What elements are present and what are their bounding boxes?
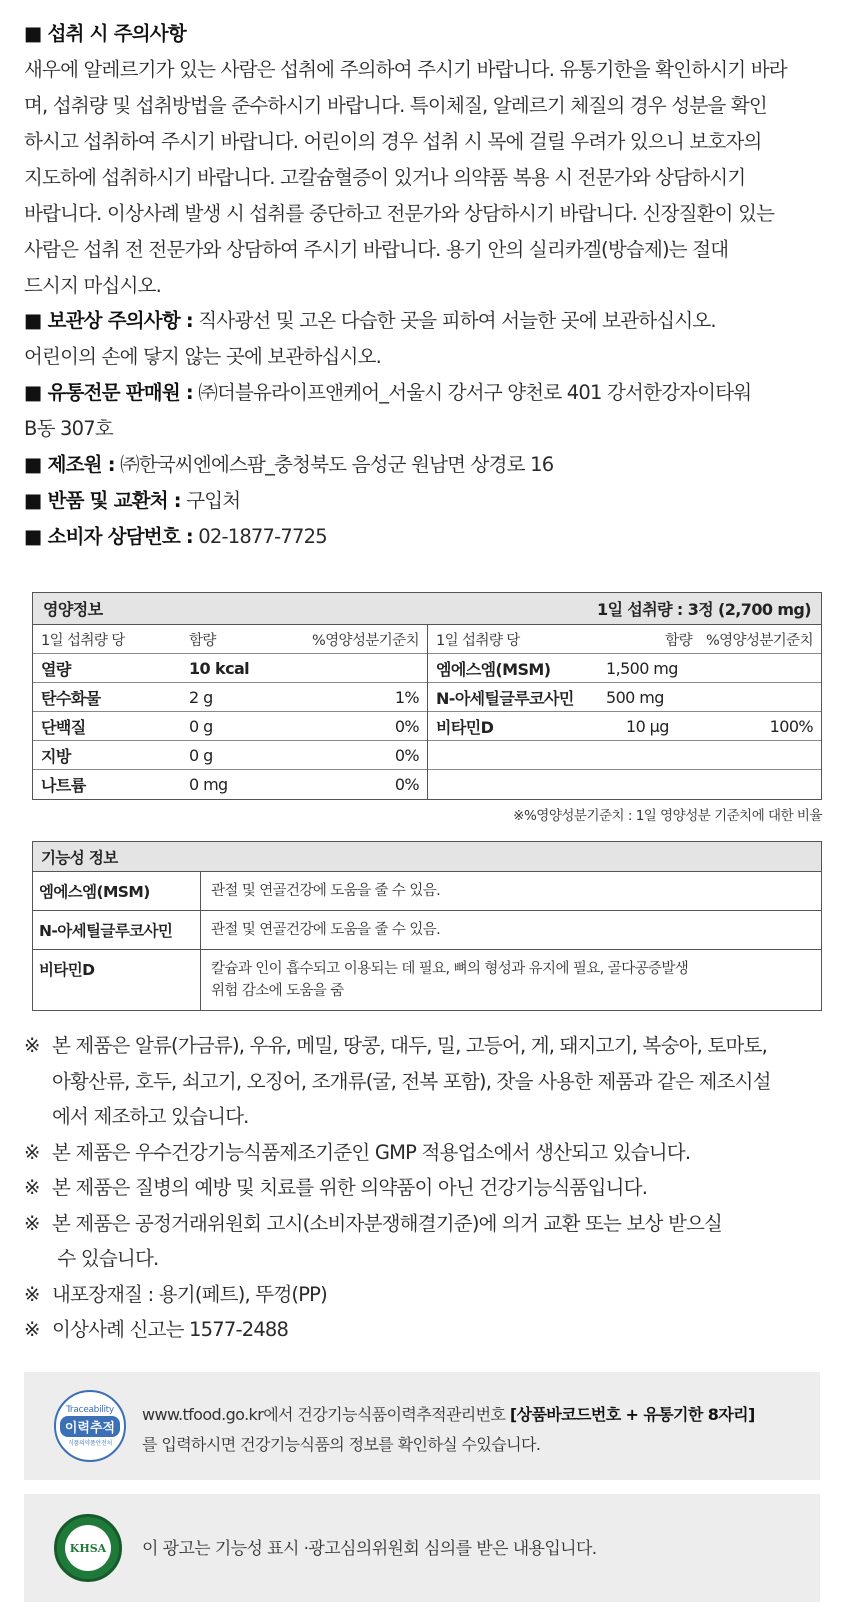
manufacturer-text: ㈜한국씨엔에스팜_충청북도 음성군 원남면 상경로 16 (114, 453, 554, 476)
khsa-seal-text: KHSA (65, 1525, 111, 1571)
function-description: 칼슘과 인이 흡수되고 이용되는 데 필요, 뼈의 형성과 유지에 필요, 골다공증발생 위험 감소에 도움을 줌 (211, 961, 689, 999)
nutrient-amount: 0 mg (189, 775, 228, 794)
nutrition-title: 영양정보 (43, 600, 103, 619)
traceability-line-1 (142, 1400, 755, 1430)
note-line: 이상사례 신고는 1577-2488 (52, 1318, 289, 1341)
seller-line-2: B동 307호 (24, 417, 113, 440)
intake-caution-line: 드시지 마십시오. (24, 274, 162, 297)
reference-mark-icon: ※ (24, 1034, 40, 1057)
function-ingredient: 엠에스엠(MSM) (33, 872, 201, 910)
nutrition-footnote: ※%영양성분기준치 : 1일 영양성분 기준치에 대한 비율 (513, 808, 822, 824)
nutrient-name: 지방 (41, 746, 71, 766)
seller-label: ■ 유통전문 판매원 : (24, 381, 193, 404)
returns-label: ■ 반품 및 교환처 : (24, 489, 181, 512)
col-header-dv: %영양성분기준치 (311, 632, 419, 649)
intake-caution-line: 사람은 섭취 전 전문가와 상담하여 주시기 바랍니다. 용기 안의 실리카겔(방습제)는 절대 (24, 238, 729, 261)
nutrient-dv: 0% (394, 775, 419, 794)
traceability-text (142, 1400, 755, 1460)
nutrition-row (428, 654, 821, 683)
function-description: 관절 및 연골건강에 도움을 줄 수 있음. (211, 883, 441, 899)
nutrition-row (428, 712, 821, 741)
note-line: 본 제품은 질병의 예방 및 치료를 위한 의약품이 아닌 건강기능식품입니다. (52, 1176, 648, 1199)
nutrient-amount: 10 μg (626, 716, 669, 736)
nutrient-name: N-아세틸글루코사민 (436, 688, 574, 708)
nutrition-row (33, 683, 427, 712)
intake-caution-line: 새우에 알레르기가 있는 사람은 섭취에 주의하여 주시기 바랍니다. 유통기한을 확인하시기 바라 (24, 58, 787, 81)
returns-line (24, 483, 840, 519)
nutrition-col-headers (33, 625, 427, 654)
note-line: 아황산류, 호두, 쇠고기, 오징어, 조개류(굴, 전복 포함), 잣을 사용한 제품과 같은 제조시설 (52, 1069, 771, 1093)
product-notes (24, 1028, 844, 1348)
col-header-per-day: 1일 섭취량 당 (436, 632, 520, 649)
col-header-amount: 함량 (189, 632, 216, 649)
traceability-url-text: www.tfood.go.kr에서 건강기능식품이력추적관리번호 (142, 1405, 510, 1424)
nutrition-row-empty (428, 770, 821, 799)
nutrient-amount: 10 kcal (189, 658, 250, 678)
nutrition-col-headers (428, 625, 821, 654)
ad-review-text: 이 광고는 기능성 표시 ·광고심의위원회 심의를 받은 내용입니다. (142, 1539, 597, 1559)
nutrient-name: 탄수화물 (41, 688, 101, 708)
serving-size: 1일 섭취량 : 3정 (2,700 mg) (597, 600, 811, 619)
reference-mark-icon: ※ (24, 1211, 40, 1235)
nutrient-name: 엠에스엠(MSM) (436, 659, 551, 679)
note-item (24, 1312, 844, 1348)
intake-caution-line: 며, 섭취량 및 섭취방법을 준수하시기 바랍니다. 특이체질, 알레르기 체질의 경우 성분을 확인 (24, 94, 767, 117)
nutrient-amount: 500 mg (606, 687, 664, 707)
returns-text: 구입처 (180, 489, 241, 512)
nutrition-right-column (427, 625, 821, 799)
note-item (24, 1170, 844, 1206)
nutrient-dv: 1% (394, 687, 419, 707)
traceability-line-2: 를 입력하시면 건강기능식품의 정보를 확인하실 수있습니다. (142, 1435, 541, 1454)
traceability-logo-top: Traceability (66, 1405, 114, 1415)
reference-mark-icon: ※ (24, 1176, 40, 1199)
ad-review-box (24, 1494, 820, 1602)
manufacturer-label: ■ 제조원 : (24, 453, 115, 476)
function-row (33, 872, 821, 911)
consult-phone: 02-1877-7725 (192, 525, 327, 548)
storage-line (24, 303, 840, 339)
seller-text: ㈜더블유라이프앤케어_서울시 강서구 양천로 401 강서한강자이타워 (192, 381, 752, 404)
intake-caution-heading: ■ 섭취 시 주의사항 (24, 22, 186, 45)
function-description: 관절 및 연골건강에 도움을 줄 수 있음. (211, 922, 441, 938)
intake-caution-line: 지도하에 섭취하시기 바랍니다. 고칼슘혈증이 있거나 의약품 복용 시 전문가와 상담하시기 (24, 166, 746, 189)
khsa-seal-icon (54, 1514, 122, 1582)
col-header-per-day: 1일 섭취량 당 (41, 632, 125, 649)
nutrition-row (33, 770, 427, 799)
nutrition-row-empty (428, 741, 821, 770)
traceability-box (24, 1372, 820, 1480)
nutrition-row (33, 712, 427, 741)
nutrient-dv: 100% (769, 716, 813, 736)
note-item (24, 1206, 844, 1277)
traceability-logo-main: 이력추적 (60, 1416, 120, 1437)
consult-line (24, 519, 840, 555)
nutrition-row (428, 683, 821, 712)
reference-mark-icon: ※ (24, 1282, 40, 1306)
nutrition-left-column (33, 625, 427, 799)
function-row (33, 950, 821, 1010)
nutrient-name: 비타민D (436, 717, 494, 737)
nutrient-dv: 0% (394, 745, 419, 765)
intake-caution-line: 하시고 섭취하여 주시기 바랍니다. 어린이의 경우 섭취 시 목에 걸릴 우려가 있으니 보호자의 (24, 130, 762, 153)
function-row (33, 911, 821, 950)
manufacturer-line (24, 447, 840, 483)
note-item (24, 1277, 844, 1313)
function-ingredient: 비타민D (33, 950, 201, 1010)
reference-mark-icon: ※ (24, 1318, 40, 1341)
nutrient-name: 나트륨 (41, 776, 86, 795)
nutrition-row (33, 654, 427, 683)
function-info-table (32, 841, 822, 1011)
nutrient-name: 열량 (41, 659, 71, 679)
nutrition-table-body (33, 625, 821, 799)
reference-mark-icon: ※ (24, 1140, 40, 1164)
nutrient-amount: 2 g (189, 687, 213, 707)
note-item (24, 1028, 844, 1135)
consult-label: ■ 소비자 상담번호 : (24, 525, 193, 548)
col-header-dv: %영양성분기준치 (705, 632, 813, 649)
note-line: 내포장재질 : 용기(페트), 뚜껑(PP) (52, 1282, 327, 1306)
nutrient-amount: 1,500 mg (606, 658, 678, 678)
col-header-amount: 함량 (665, 632, 692, 649)
traceability-code-format: [상품바코드번호 + 유통기한 8자리] (509, 1405, 755, 1424)
function-info-title: 기능성 정보 (33, 842, 821, 872)
note-line: 본 제품은 공정거래위원회 고시(소비자분쟁해결기준)에 의거 교환 또는 보상 받으실 (52, 1211, 723, 1235)
traceability-logo-icon (54, 1390, 126, 1462)
nutrient-name: 단백질 (41, 717, 86, 737)
storage-line-2: 어린이의 손에 닿지 않는 곳에 보관하십시오. (24, 345, 382, 368)
function-ingredient: N-아세틸글루코사민 (33, 911, 201, 949)
nutrient-dv: 0% (394, 716, 419, 736)
nutrition-table-header (33, 593, 821, 625)
intake-caution-line: 바랍니다. 이상사례 발생 시 섭취를 중단하고 전문가와 상담하시기 바랍니다. 신장질환이 있는 (24, 202, 775, 225)
product-info-section (24, 303, 840, 555)
nutrient-amount: 0 g (189, 745, 213, 765)
nutrition-row (33, 741, 427, 770)
note-line: 본 제품은 알류(가금류), 우유, 메밀, 땅콩, 대두, 밀, 고등어, 게, 돼지고기, 복숭아, 토마토, (52, 1034, 767, 1057)
storage-text: 직사광선 및 고온 다습한 곳을 피하여 서늘한 곳에 보관하십시오. (192, 309, 716, 332)
note-line: 수 있습니다. (52, 1247, 159, 1270)
traceability-logo-bottom: 식품의약품안전처 (68, 1440, 112, 1447)
note-item (24, 1135, 844, 1171)
seller-line (24, 375, 840, 411)
intake-caution-section (24, 16, 840, 304)
storage-label: ■ 보관상 주의사항 : (24, 309, 193, 332)
note-line: 에서 제조하고 있습니다. (52, 1105, 249, 1128)
nutrition-table (32, 592, 822, 800)
note-line: 본 제품은 우수건강기능식품제조기준인 GMP 적용업소에서 생산되고 있습니다. (52, 1140, 691, 1164)
nutrient-amount: 0 g (189, 716, 213, 736)
